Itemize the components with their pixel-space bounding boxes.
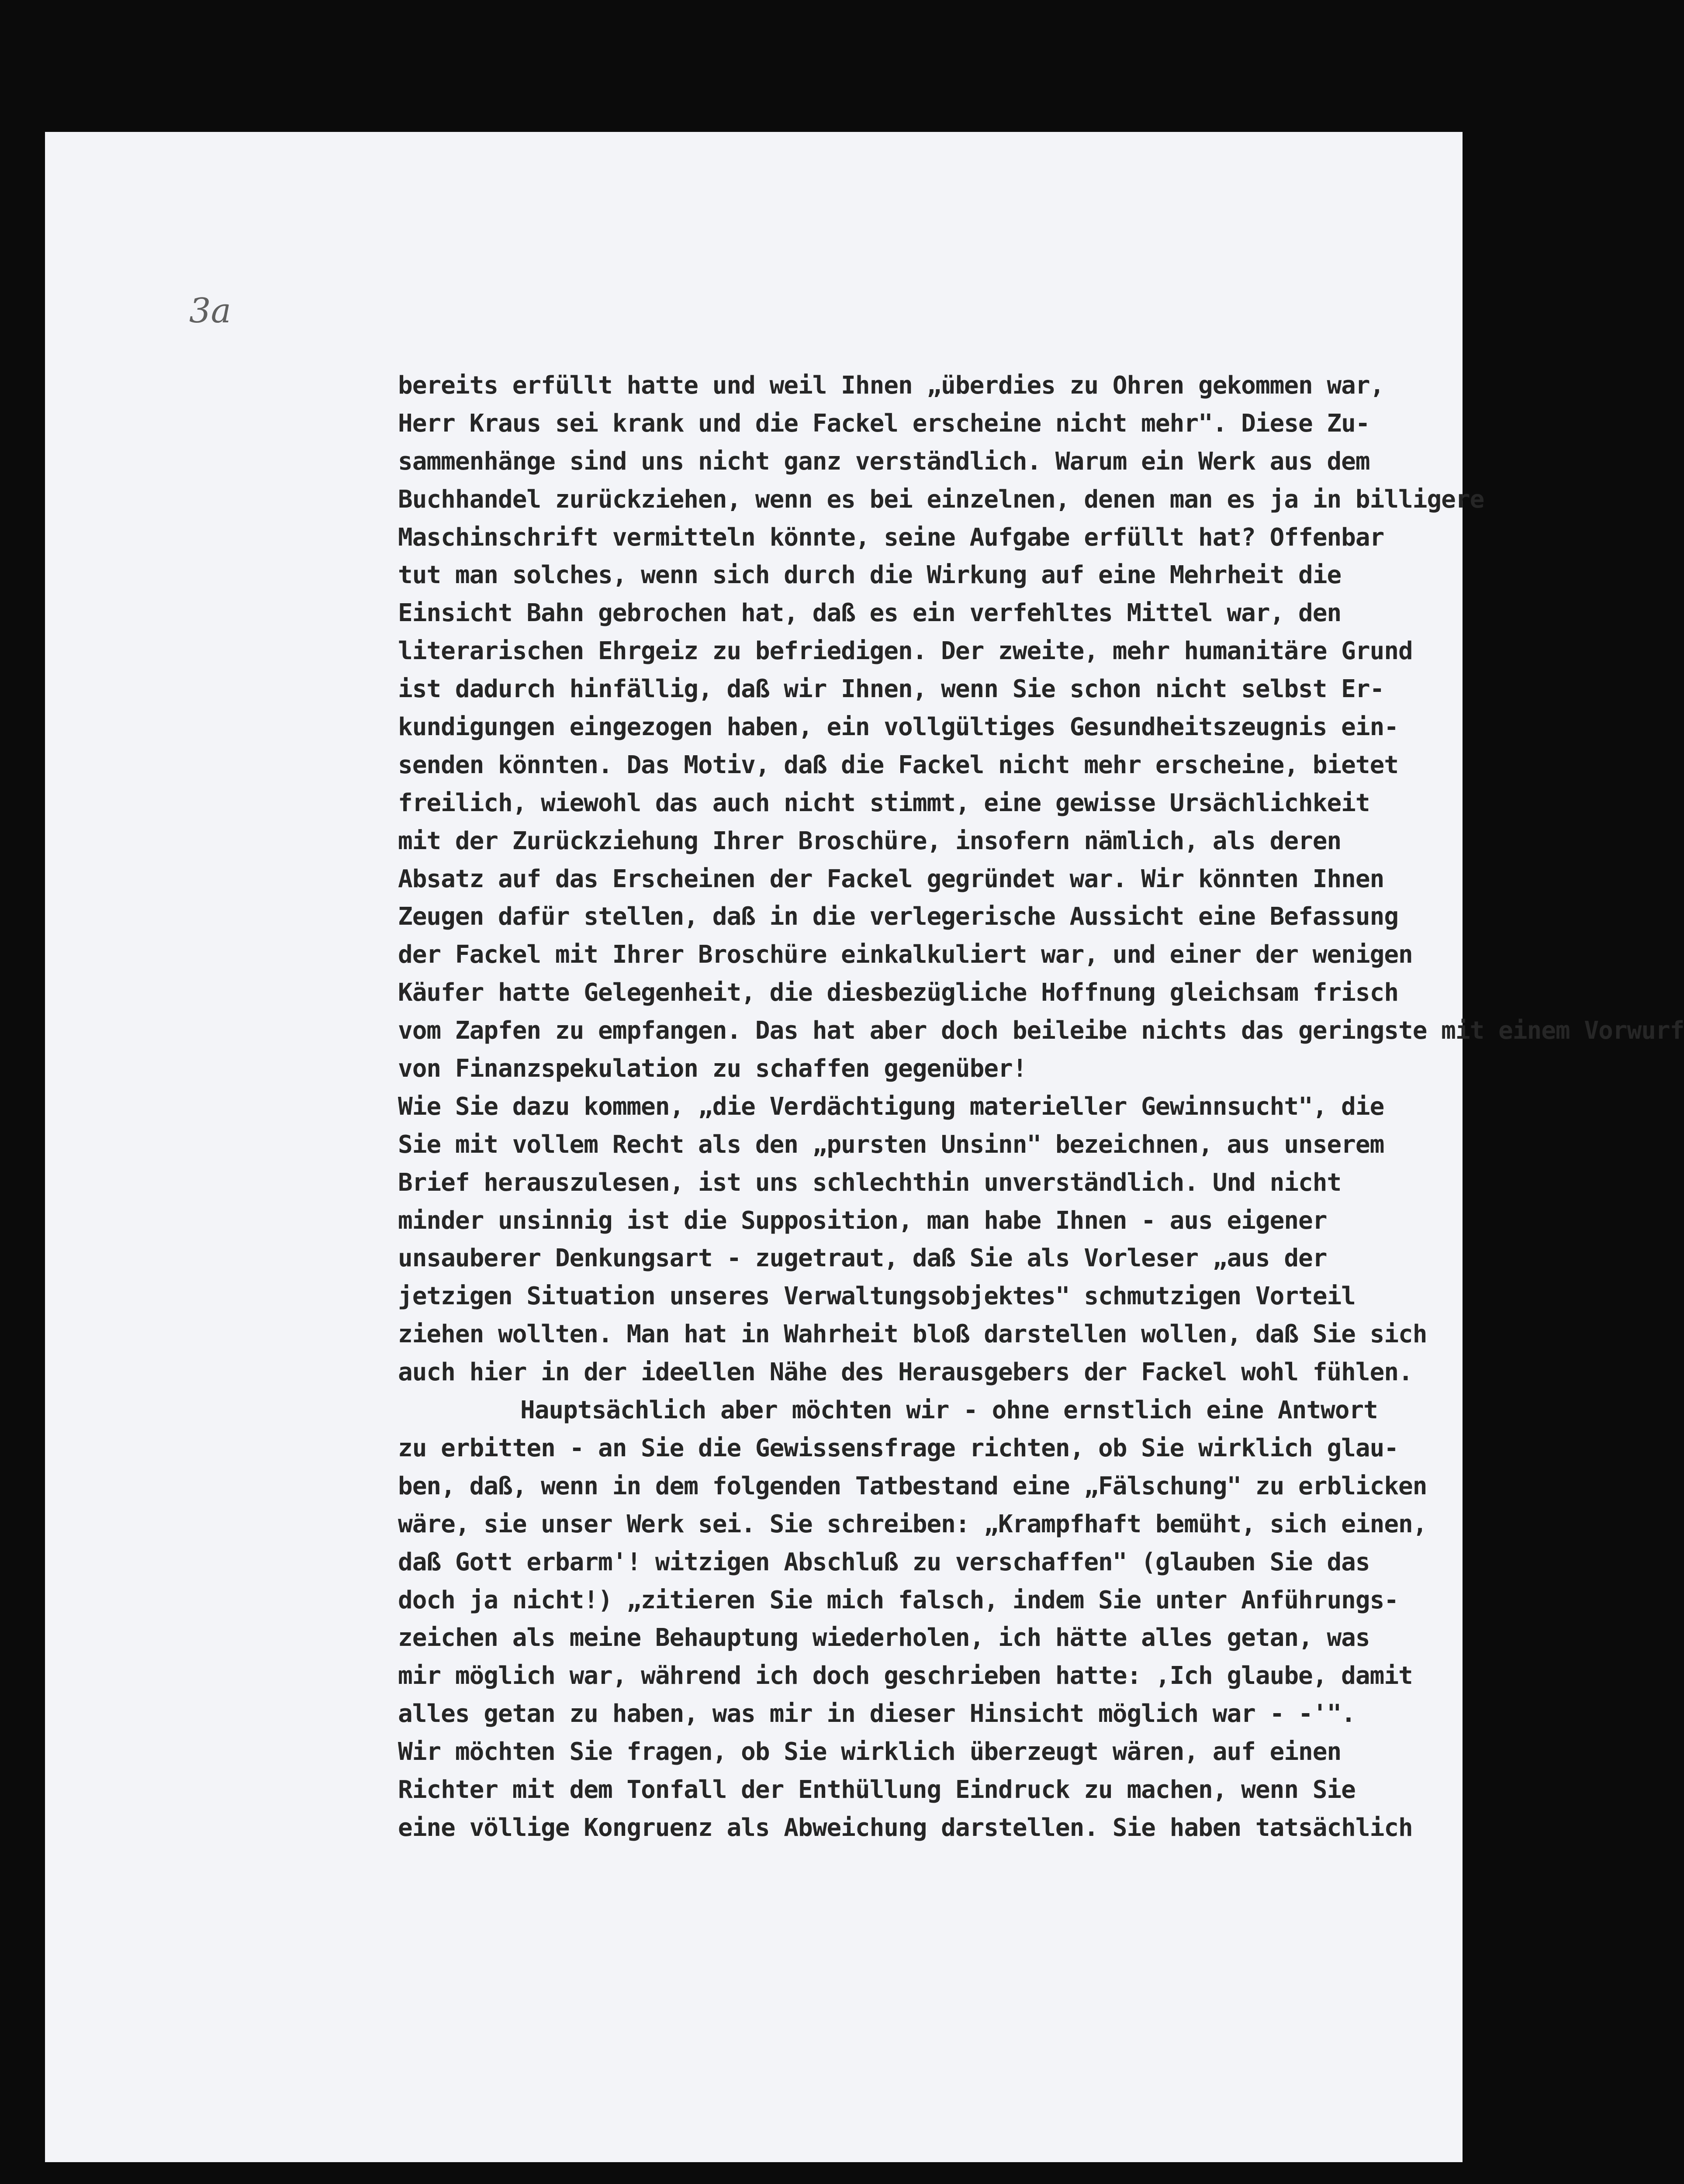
text-line: Herr Kraus sei krank und die Fackel erscheine nicht mehr". Diese Zu- [398,409,1370,438]
text-line: eine völlige Kongruenz als Abweichung darstellen. Sie haben tatsächlich [398,1813,1413,1842]
text-line: Buchhandel zurückziehen, wenn es bei einzelnen, denen man es ja in billigere [398,485,1484,514]
text-line: Brief herauszulesen, ist uns schlechthin unverständlich. Und nicht [398,1168,1342,1197]
text-line: Wie Sie dazu kommen, „die Verdächtigung materieller Gewinnsucht", die [398,1092,1384,1121]
text-line: unsauberer Denkungsart - zugetraut, daß Sie als Vorleser „aus der [398,1244,1327,1273]
text-line: zeichen als meine Behauptung wiederholen, ich hätte alles getan, was [398,1624,1370,1652]
text-line: alles getan zu haben, was mir in dieser Hinsicht möglich war - -'". [398,1700,1355,1728]
text-line: Hauptsächlich aber möchten wir - ohne ernstlich eine Antwort [520,1396,1378,1425]
text-line: ist dadurch hinfällig, daß wir Ihnen, wenn Sie schon nicht selbst Er- [398,675,1384,704]
text-line: von Finanzspekulation zu schaffen gegenüber! [398,1054,1027,1083]
text-line: zu erbitten - an Sie die Gewissensfrage richten, ob Sie wirklich glau- [398,1434,1399,1462]
text-line: daß Gott erbarm'! witzigen Abschluß zu verschaffen" (glauben Sie das [398,1548,1370,1576]
text-line: ben, daß, wenn in dem folgenden Tatbestand eine „Fälschung" zu erblicken [398,1472,1427,1500]
text-line: auch hier in der ideellen Nähe des Herausgebers der Fackel wohl fühlen. [398,1358,1413,1387]
text-line: Maschinschrift vermitteln könnte, seine Aufgabe erfüllt hat? Offenbar [398,523,1384,552]
text-line: Richter mit dem Tonfall der Enthüllung Eindruck zu machen, wenn Sie [398,1775,1355,1804]
letter-body [398,367,1684,1847]
text-line: der Fackel mit Ihrer Broschüre einkalkuliert war, und einer der wenigen [398,940,1413,969]
text-line: ziehen wollten. Man hat in Wahrheit bloß darstellen wollen, daß Sie sich [398,1320,1427,1349]
text-line: senden könnten. Das Motiv, daß die Fackel nicht mehr erscheine, bietet [398,750,1399,779]
text-line: mit der Zurückziehung Ihrer Broschüre, insofern nämlich, als deren [398,826,1342,855]
text-line: mir möglich war, während ich doch geschrieben hatte: ‚Ich glaube, damit [398,1662,1413,1690]
text-line: Absatz auf das Erscheinen der Fackel gegründet war. Wir könnten Ihnen [398,864,1384,893]
text-line: jetzigen Situation unseres Verwaltungsobjektes" schmutzigen Vorteil [398,1282,1355,1311]
text-line: wäre, sie unser Werk sei. Sie schreiben: „Krampfhaft bemüht, sich einen, [398,1510,1427,1538]
text-line: bereits erfüllt hatte und weil Ihnen „überdies zu Ohren gekommen war, [398,371,1384,400]
text-line: freilich, wiewohl das auch nicht stimmt, eine gewisse Ursächlichkeit [398,788,1370,817]
text-line: doch ja nicht!) „zitieren Sie mich falsch, indem Sie unter Anführungs- [398,1586,1399,1614]
text-line: vom Zapfen zu empfangen. Das hat aber doch beileibe nichts das geringste mit einem Vorwurf [398,1016,1684,1045]
text-line: Sie mit vollem Recht als den „pursten Unsinn" bezeichnen, aus unserem [398,1130,1384,1159]
text-line: Einsicht Bahn gebrochen hat, daß es ein verfehltes Mittel war, den [398,599,1342,628]
document-page [45,132,1684,2162]
text-line: Käufer hatte Gelegenheit, die diesbezügliche Hoffnung gleichsam frisch [398,978,1399,1007]
text-line: literarischen Ehrgeiz zu befriedigen. Der zweite, mehr humanitäre Grund [398,637,1413,666]
text-line: minder unsinnig ist die Supposition, man habe Ihnen - aus eigener [398,1206,1327,1235]
text-line: sammenhänge sind uns nicht ganz verständlich. Warum ein Werk aus dem [398,447,1370,476]
page-number: 3a [189,291,232,331]
text-line: kundigungen eingezogen haben, ein vollgültiges Gesundheitszeugnis ein- [398,713,1399,742]
text-line: Wir möchten Sie fragen, ob Sie wirklich überzeugt wären, auf einen [398,1738,1342,1766]
text-line: tut man solches, wenn sich durch die Wirkung auf eine Mehrheit die [398,561,1342,590]
text-line: Zeugen dafür stellen, daß in die verlegerische Aussicht eine Befassung [398,902,1399,931]
